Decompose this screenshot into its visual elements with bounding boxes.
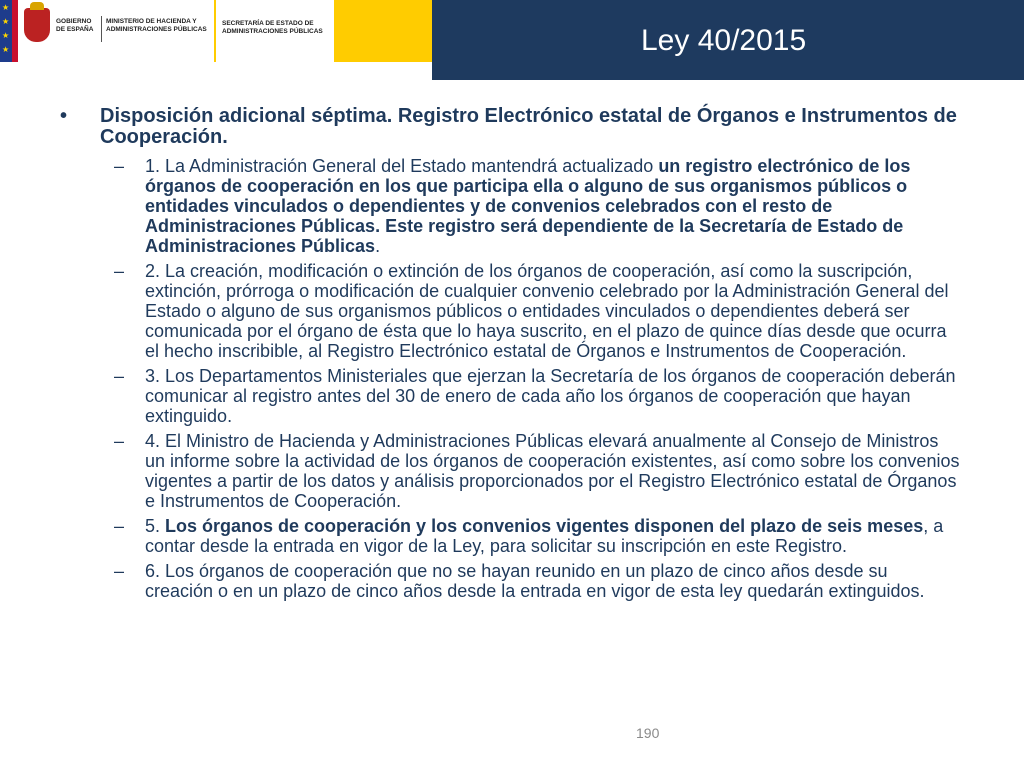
secretaria-label: SECRETARÍA DE ESTADO DE ADMINISTRACIONES PÚBLICAS	[222, 20, 323, 35]
item-text: .	[375, 236, 381, 256]
item-text: 2. La creación, modificación o extinción de los órganos de cooperación, así como la suscripción, extinción, prórroga o modificación de cualquier convenio celebrado por la Administración General del Estado o alguno de sus organismos públicos o entidades vinculados o dependientes deberá ser comunicada por el órgano de ésta que lo haya suscrito, en el plazo de quince días desde que ocurra el hecho inscribible, al Registro Electrónico estatal de Órganos e Instrumentos de Cooperación.	[145, 261, 949, 361]
list-item	[114, 431, 960, 511]
star-icon: ★	[2, 17, 10, 26]
item-bold-text: un registro electrónico de los órganos de cooperación en los que participa ella o alguno de sus organismos públicos o entidades vinculados o dependientes y de convenios celebrados con el resto de Administraciones Públicas. Este registro será dependiente de la Secretaría de Estado de Administraciones Públicas	[145, 156, 911, 256]
slide-content	[60, 106, 960, 606]
list-item	[114, 366, 960, 426]
item-text: 5.	[145, 516, 166, 536]
item-text: 4. El Ministro de Hacienda y Administraciones Públicas elevará anualmente al Consejo de Ministros un informe sobre la actividad de los órganos de cooperación existentes, así como sobre los convenios vigentes a partir de los datos y análisis proporcionados por el Registro Electrónico estatal de Órganos e Instrumentos de Cooperación.	[145, 431, 960, 511]
main-bullet-text: Disposición adicional séptima. Registro Electrónico estatal de Órganos e Instrumentos de Cooperación.	[100, 105, 957, 148]
list-item	[114, 561, 960, 601]
main-bullet	[60, 106, 960, 148]
dash-icon: –	[114, 431, 125, 451]
coat-of-arms-icon	[24, 8, 50, 42]
slide-header	[0, 0, 1024, 80]
dash-icon: –	[114, 156, 125, 176]
star-icon: ★	[2, 3, 10, 12]
star-icon: ★	[2, 45, 10, 54]
dash-icon: –	[114, 516, 125, 536]
item-text: 1. La Administración General del Estado mantendrá actualizado	[145, 156, 659, 176]
item-text: , a contar desde la entrada en vigor de la Ley, para solicitar su inscripción en este Registro.	[145, 516, 944, 556]
eu-flag-strip	[0, 0, 12, 62]
item-bold-text: Los órganos de cooperación y los convenios vigentes disponen del plazo de seis meses	[165, 516, 924, 536]
dash-icon: –	[114, 366, 125, 386]
list-item	[114, 261, 960, 361]
divider	[101, 16, 102, 42]
item-text: 3. Los Departamentos Ministeriales que ejerzan la Secretaría de los órganos de cooperación deberán comunicar al registro antes del 30 de enero de cada año los órganos de cooperación que hayan extinguido.	[145, 366, 956, 426]
bullet-icon: •	[60, 105, 68, 127]
list-item	[114, 516, 960, 556]
dash-icon: –	[114, 561, 125, 581]
slide-title: Ley 40/2015	[641, 24, 807, 57]
gobierno-label: GOBIERNO DE ESPAÑA	[56, 18, 94, 33]
page-number: 190	[636, 725, 660, 741]
dash-icon: –	[114, 261, 125, 281]
star-icon: ★	[2, 31, 10, 40]
item-text: 6. Los órganos de cooperación que no se hayan reunido en un plazo de cinco años desde su creación o en un plazo de cinco años desde la entrada en vigor de esta ley quedarán extinguidos.	[145, 561, 925, 601]
list-item	[114, 156, 960, 256]
sub-list	[60, 156, 960, 601]
ministerio-label: MINISTERIO DE HACIENDA Y ADMINISTRACIONES PÚBLICAS	[106, 18, 207, 33]
